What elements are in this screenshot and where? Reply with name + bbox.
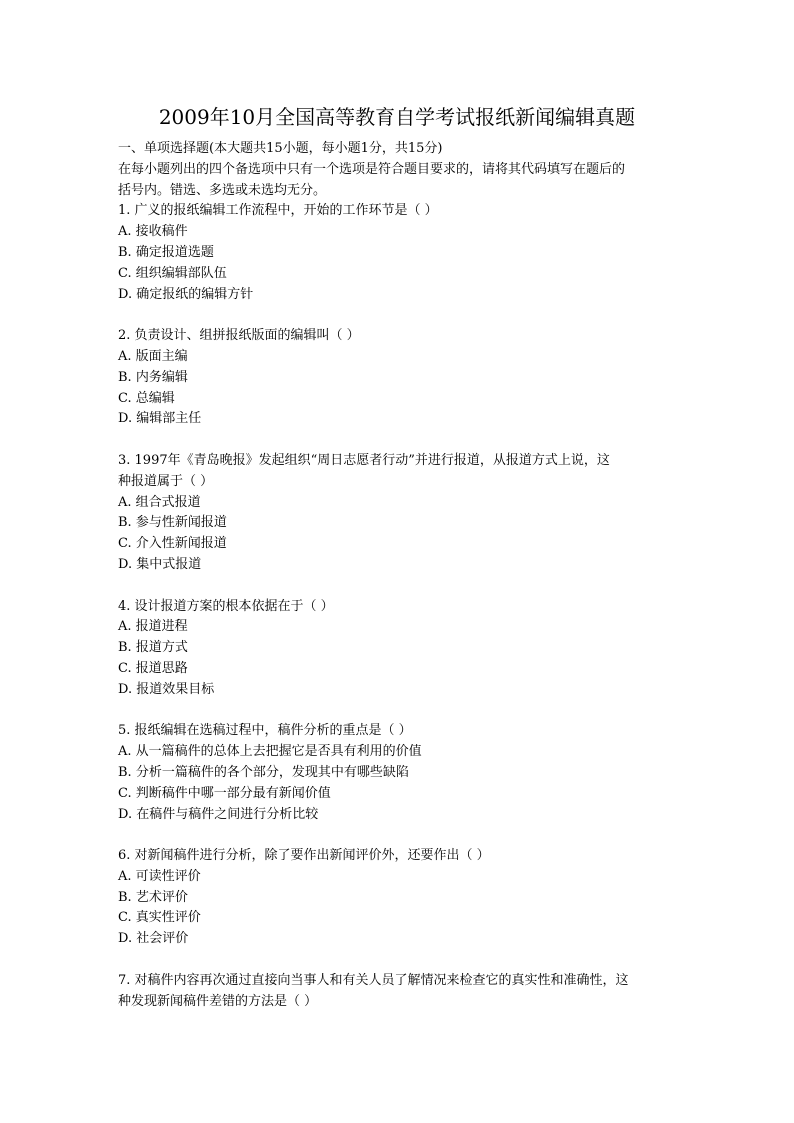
question-stem-continued: 种发现新闻稿件差错的方法是（ ）: [118, 993, 318, 1009]
spacer: [118, 950, 688, 971]
option-d: D. 集中式报道: [118, 556, 202, 572]
page-title: 2009年10月全国高等教育自学考试报纸新闻编辑真题: [158, 105, 636, 129]
option-c: C. 介入性新闻报道: [118, 536, 227, 552]
option-c: C. 组织编辑部队伍: [118, 265, 227, 281]
question-stem: 3. 1997年《青岛晚报》发起组织“周日志愿者行动”并进行报道，从报道方式上说，这: [118, 452, 610, 468]
question-3: [118, 451, 688, 576]
option-c: C. 总编辑: [118, 390, 175, 406]
option-a: A. 从一篇稿件的总体上去把握它是否具有利用的价值: [118, 744, 422, 760]
section-heading: 一、单项选择题(本大题共15小题，每小题1分，共15分): [118, 141, 443, 156]
option-d: D. 确定报纸的编辑方针: [118, 286, 254, 302]
question-5: [118, 721, 688, 825]
option-a: A. 报道进程: [118, 619, 188, 635]
spacer: [118, 576, 688, 597]
option-d: D. 编辑部主任: [118, 411, 202, 427]
question-stem: 1. 广义的报纸编辑工作流程中，开始的工作环节是（ ）: [118, 203, 438, 219]
option-a: A. 可读性评价: [118, 868, 201, 884]
question-6: [118, 846, 688, 950]
option-c: C. 判断稿件中哪一部分最有新闻价值: [118, 785, 331, 801]
spacer: [118, 430, 688, 451]
question-7: [118, 971, 688, 1013]
option-b: B. 确定报道选题: [118, 244, 214, 260]
instruction-line: 括号内。错选、多选或未选均无分。: [118, 182, 327, 198]
option-a: A. 版面主编: [118, 348, 188, 364]
option-a: A. 组合式报道: [118, 494, 201, 510]
option-c: C. 报道思路: [118, 660, 188, 676]
exam-content: [118, 139, 688, 1012]
question-stem: 2. 负责设计、组拼报纸版面的编辑叫（ ）: [118, 328, 360, 344]
question-stem: 6. 对新闻稿件进行分析，除了要作出新闻评价外，还要作出（ ）: [118, 848, 490, 864]
spacer: [118, 305, 688, 326]
option-c: C. 真实性评价: [118, 910, 201, 926]
option-b: B. 艺术评价: [118, 889, 188, 905]
spacer: [118, 825, 688, 846]
question-4: [118, 597, 688, 701]
spacer: [118, 701, 688, 722]
option-b: B. 内务编辑: [118, 369, 188, 385]
option-b: B. 参与性新闻报道: [118, 515, 227, 531]
option-d: D. 报道效果目标: [118, 681, 215, 697]
question-stem: 7. 对稿件内容再次通过直接向当事人和有关人员了解情况来检查它的真实性和准确性，这: [118, 972, 629, 988]
question-stem: 4. 设计报道方案的根本依据在于（ ）: [118, 598, 334, 614]
option-b: B. 分析一篇稿件的各个部分，发现其中有哪些缺陷: [118, 764, 409, 780]
option-b: B. 报道方式: [118, 640, 188, 656]
option-d: D. 社会评价: [118, 931, 189, 947]
option-a: A. 接收稿件: [118, 224, 188, 240]
question-2: [118, 326, 688, 430]
instruction-line: 在每小题列出的四个备选项中只有一个选项是符合题目要求的，请将其代码填写在题后的: [118, 161, 626, 177]
question-1: [118, 201, 688, 305]
option-d: D. 在稿件与稿件之间进行分析比较: [118, 806, 319, 822]
question-stem: 5. 报纸编辑在选稿过程中，稿件分析的重点是（ ）: [118, 723, 412, 739]
question-stem-continued: 种报道属于（ ）: [118, 473, 214, 489]
